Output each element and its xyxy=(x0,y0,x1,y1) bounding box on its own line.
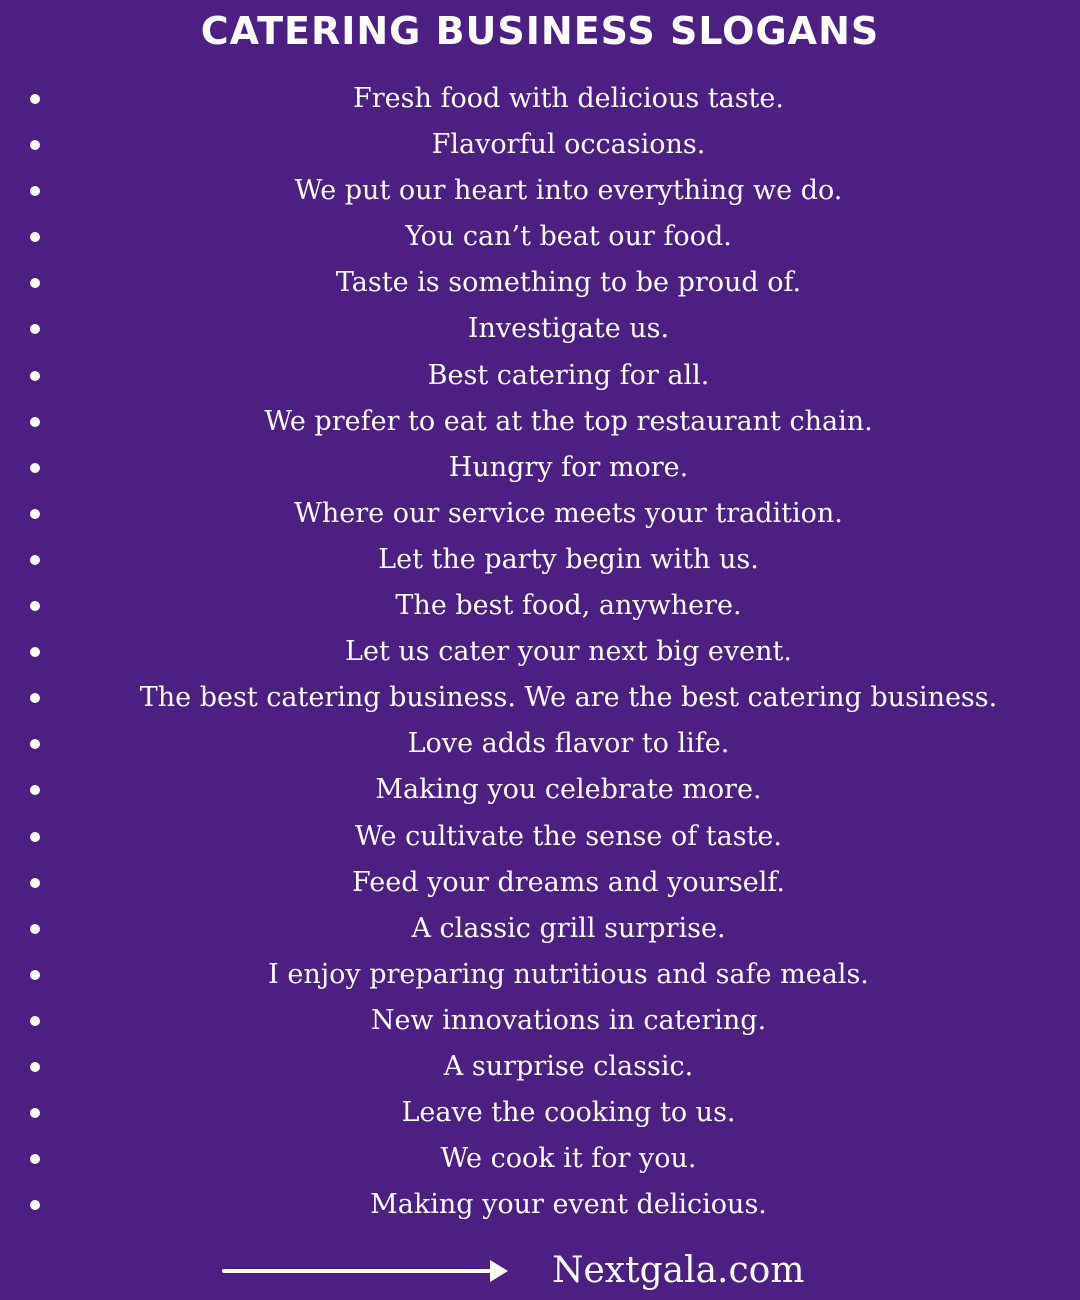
slogan-text: The best food, anywhere. xyxy=(395,590,742,622)
bullet-icon xyxy=(30,555,40,565)
bullet-icon xyxy=(30,693,40,703)
slogan-text: Fresh food with delicious taste. xyxy=(353,83,784,114)
list-item xyxy=(0,1136,1080,1182)
slogan-text: We cook it for you. xyxy=(440,1143,697,1175)
slogan-text: A classic grill surprise. xyxy=(411,912,726,944)
slogan-text: New innovations in catering. xyxy=(370,1004,767,1036)
list-item xyxy=(0,998,1080,1044)
bullet-icon xyxy=(30,278,40,288)
list-item xyxy=(0,491,1080,537)
bullet-icon xyxy=(30,878,40,888)
list-item xyxy=(0,399,1080,445)
bullet-icon xyxy=(30,509,40,519)
list-item xyxy=(0,952,1080,998)
list-item xyxy=(0,214,1080,260)
slogan-text: Feed your dreams and yourself. xyxy=(351,866,785,898)
slogan-text: Let us cater your next big event. xyxy=(345,636,792,668)
bullet-icon xyxy=(30,1154,40,1164)
list-item xyxy=(0,1182,1080,1228)
bullet-icon xyxy=(30,324,40,334)
list-item xyxy=(0,306,1080,352)
list-item xyxy=(0,675,1080,721)
slogan-text: Investigate us. xyxy=(467,313,670,345)
list-item xyxy=(0,76,1080,122)
bullet-icon xyxy=(30,232,40,242)
bullet-icon xyxy=(30,647,40,657)
bullet-icon xyxy=(30,601,40,611)
list-item xyxy=(0,721,1080,767)
bullet-icon xyxy=(30,186,40,196)
slogan-text: Making you celebrate more. xyxy=(375,774,762,806)
list-item xyxy=(0,767,1080,813)
slogan-text: Best catering for all. xyxy=(427,359,710,391)
slogan-text: Flavorful occasions. xyxy=(431,129,706,161)
slogan-text: A surprise classic. xyxy=(443,1050,694,1082)
bullet-icon xyxy=(30,1200,40,1210)
bullet-icon xyxy=(30,94,40,104)
bullet-icon xyxy=(30,463,40,473)
bullet-icon xyxy=(30,739,40,749)
arrow-shaft xyxy=(222,1269,494,1273)
slogan-text: We cultivate the sense of taste. xyxy=(355,820,782,852)
list-item xyxy=(0,583,1080,629)
list-item xyxy=(0,629,1080,675)
page-title: CATERING BUSINESS SLOGANS xyxy=(200,9,880,53)
slogan-text: Love adds flavor to life. xyxy=(407,728,730,760)
bullet-icon xyxy=(30,417,40,427)
slogan-text: The best catering business. We are the best catering business. xyxy=(139,682,998,714)
slogan-text: We prefer to eat at the top restaurant chain. xyxy=(264,405,873,437)
slogan-list xyxy=(0,76,1080,1228)
list-item xyxy=(0,814,1080,860)
right-arrow-icon xyxy=(222,1260,508,1282)
bullet-icon xyxy=(30,832,40,842)
list-item xyxy=(0,906,1080,952)
slogan-text: Taste is something to be proud of. xyxy=(335,267,802,299)
slogan-text: Hungry for more. xyxy=(448,451,689,483)
list-item xyxy=(0,537,1080,583)
list-item xyxy=(0,1044,1080,1090)
list-item xyxy=(0,1090,1080,1136)
slogan-text: You can’t beat our food. xyxy=(405,221,732,253)
bullet-icon xyxy=(30,924,40,934)
slogan-text: Making your event delicious. xyxy=(370,1189,767,1221)
bullet-icon xyxy=(30,140,40,150)
bullet-icon xyxy=(30,1016,40,1026)
bullet-icon xyxy=(30,371,40,381)
slogan-text: Let the party begin with us. xyxy=(378,543,759,575)
bullet-icon xyxy=(30,785,40,795)
bullet-icon xyxy=(30,1108,40,1118)
bullet-icon xyxy=(30,970,40,980)
slogan-text: Where our service meets your tradition. xyxy=(294,497,843,529)
list-item xyxy=(0,445,1080,491)
arrow-head xyxy=(490,1260,508,1282)
list-item xyxy=(0,860,1080,906)
list-item xyxy=(0,260,1080,306)
slogan-text: Leave the cooking to us. xyxy=(401,1097,736,1129)
bullet-icon xyxy=(30,1062,40,1072)
slogan-text: I enjoy preparing nutritious and safe meals. xyxy=(268,958,869,990)
list-item xyxy=(0,353,1080,399)
slogan-text: We put our heart into everything we do. xyxy=(294,175,843,207)
list-item xyxy=(0,168,1080,214)
site-name: Nextgala.com xyxy=(552,1250,805,1291)
footer xyxy=(0,1244,1080,1300)
list-item xyxy=(0,122,1080,168)
